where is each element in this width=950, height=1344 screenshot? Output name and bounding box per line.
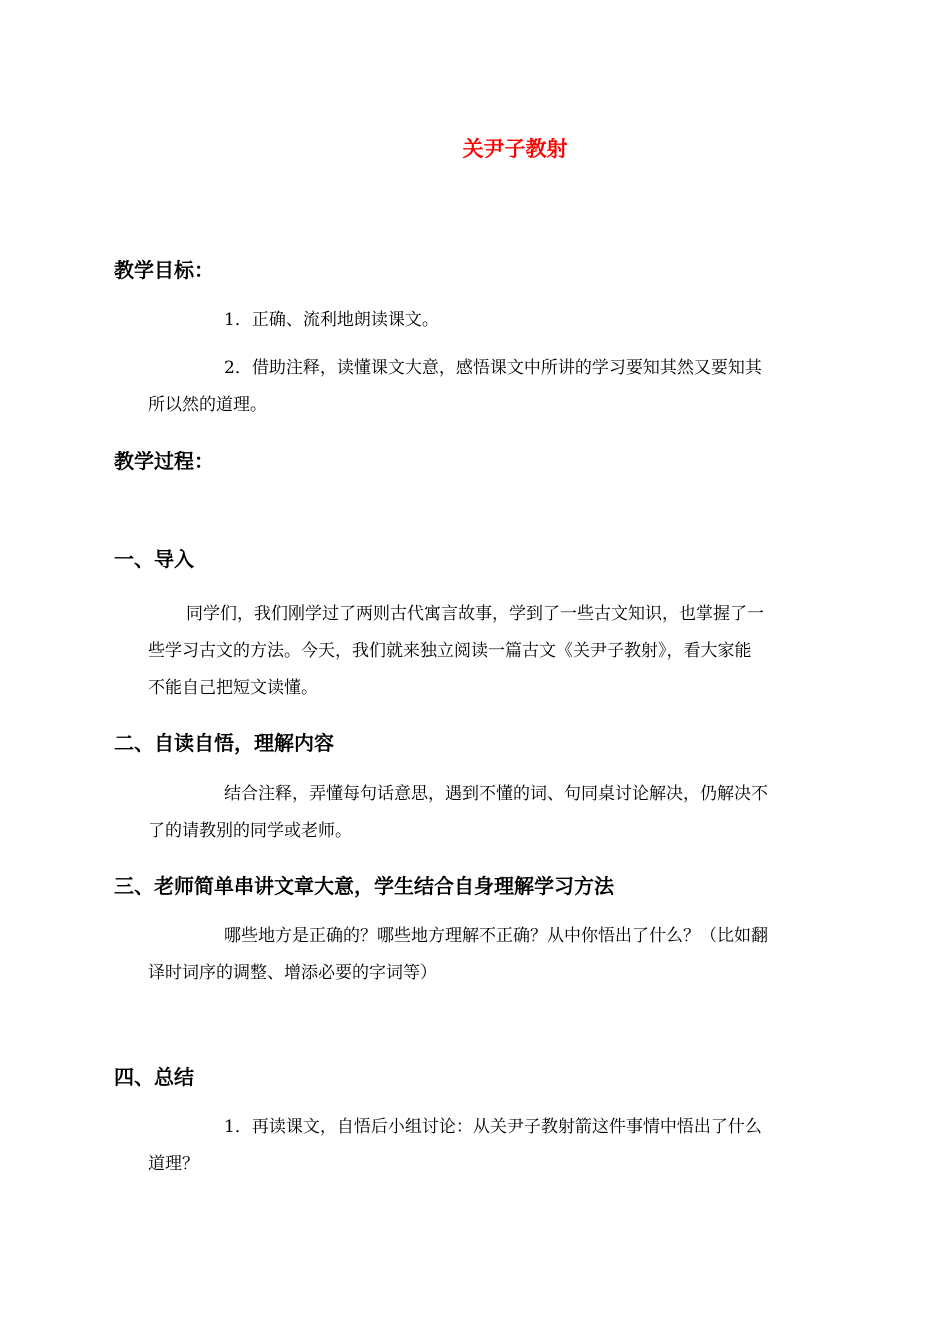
section-4-line-2: 道理？ [148,1154,199,1174]
section-1-heading: 一、导入 [114,547,194,571]
section-1-line-2: 些学习古文的方法。今天，我们就来独立阅读一篇古文《关尹子教射》，看大家能 [148,641,752,661]
section-4-body [148,1109,838,1183]
section-3-heading: 三、老师简单串讲文章大意，学生结合自身理解学习方法 [114,874,614,898]
objective-item-2-line-1: 2．借助注释，读懂课文大意，感悟课文中所讲的学习要知其然又要知其 [224,358,762,378]
section-2-heading: 二、自读自悟，理解内容 [114,731,334,755]
section-4-line-1: 1．再读课文，自悟后小组讨论：从关尹子教射箭这件事情中悟出了什么 [224,1117,762,1137]
section-3-body [148,918,838,992]
section-2-line-2: 了的请教别的同学或老师。 [148,821,352,841]
section-1-line-1: 同学们，我们刚学过了两则古代寓言故事，学到了一些古文知识，也掌握了一 [186,604,764,624]
objective-item-2-line-2: 所以然的道理。 [148,395,267,415]
objectives-heading: 教学目标： [114,258,214,282]
section-1-body [148,596,838,707]
section-3-line-1: 哪些地方是正确的？哪些地方理解不正确？从中你悟出了什么？（比如翻 [224,926,768,946]
document-title: 关尹子教射 [462,137,568,161]
objective-item-1: 1．正确、流利地朗读课文。 [224,310,439,330]
section-4-heading: 四、总结 [114,1065,194,1089]
section-1-line-3: 不能自己把短文读懂。 [148,678,318,698]
section-2-body [148,776,838,850]
section-3-line-2: 译时词序的调整、增添必要的字词等） [148,963,437,983]
objectives-list [148,302,838,339]
section-2-line-1: 结合注释，弄懂每句话意思，遇到不懂的词、句同桌讨论解决，仍解决不 [224,784,768,804]
objective-item-2 [148,350,838,424]
process-heading: 教学过程： [114,449,214,473]
